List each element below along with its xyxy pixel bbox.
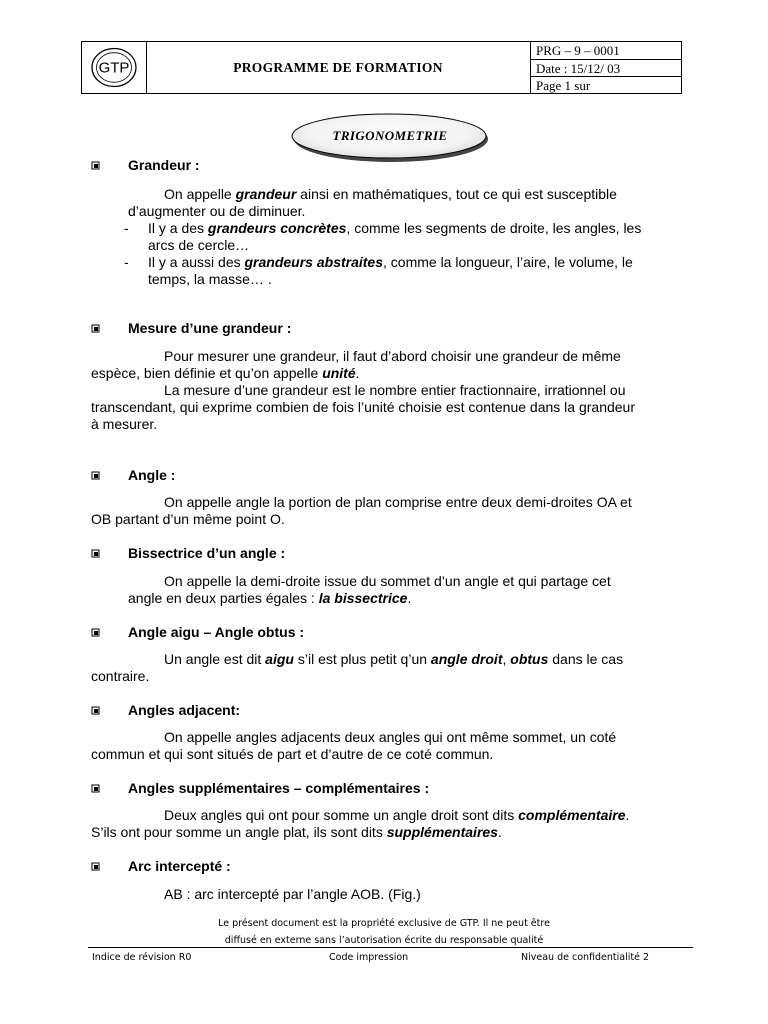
square-bullet-icon xyxy=(91,471,100,480)
document-title: TRIGONOMETRIE xyxy=(332,128,448,143)
adjacent-line1: On appelle angles adjacents deux angles qui ont même sommet, un coté xyxy=(164,729,617,745)
adjacent-line2: commun et qui sont situés de part et d’autre de ce coté commun. xyxy=(91,746,494,762)
mesure-p1-line2: espèce, bien définie et qu’on appelle unité. xyxy=(91,365,360,381)
gtp-logo-icon xyxy=(82,42,146,93)
logo-cell xyxy=(82,42,147,93)
grandeur-paragraph-line2: d’augmenter ou de diminuer. xyxy=(128,203,306,219)
heading-angle: Angle : xyxy=(128,467,176,483)
angle-line1: On appelle angle la portion de plan comprise entre deux demi-droites OA et xyxy=(164,494,632,510)
footer-divider xyxy=(88,947,693,948)
header-reference: PRG – 9 – 0001 xyxy=(536,43,620,58)
mesure-p2-line2: transcendant, qui exprime combien de fois l’unité choisie est contenue dans la grandeur xyxy=(91,399,635,415)
footer-notice-line2: diffusé en externe sans l’autorisation écrite du responsable qualité xyxy=(224,935,544,946)
supp-line1: Deux angles qui ont pour somme un angle droit sont dits complémentaire. xyxy=(164,807,630,823)
heading-grandeur: Grandeur : xyxy=(128,157,200,173)
square-bullet-icon xyxy=(91,706,100,715)
grandeur-item-concretes-line2: arcs de cercle… xyxy=(148,237,250,253)
title-badge xyxy=(291,113,489,163)
header-date: Date : 15/12/ 03 xyxy=(530,59,681,76)
square-bullet-icon xyxy=(91,161,100,170)
header-page: Page 1 sur xyxy=(530,76,681,93)
header-title: PROGRAMME DE FORMATION xyxy=(146,42,531,93)
logo-text: GTP xyxy=(98,59,130,77)
bissectrice-line2: angle en deux parties égales : la bissectrice. xyxy=(128,590,412,606)
square-bullet-icon xyxy=(91,549,100,558)
heading-adjacent: Angles adjacent: xyxy=(128,702,241,718)
arc-line1: AB : arc intercepté par l’angle AOB. (Fig.) xyxy=(164,886,421,902)
square-bullet-icon xyxy=(91,862,100,871)
document-header xyxy=(81,41,682,94)
supp-line2: S’ils ont pour somme un angle plat, ils sont dits supplémentaires. xyxy=(91,824,502,840)
square-bullet-icon xyxy=(91,784,100,793)
bissectrice-line1: On appelle la demi-droite issue du sommet d’un angle et qui partage cet xyxy=(164,573,611,589)
square-bullet-icon xyxy=(91,324,100,333)
heading-bissectrice: Bissectrice d’un angle : xyxy=(128,545,286,561)
mesure-p2-line3: à mesurer. xyxy=(91,416,158,432)
list-dash: - xyxy=(124,220,129,236)
mesure-p2-line1: La mesure d’une grandeur est le nombre entier fractionnaire, irrationnel ou xyxy=(164,382,626,398)
aigu-line1: Un angle est dit aigu s’il est plus petit q’un angle droit, obtus dans le cas xyxy=(164,651,624,667)
footer-revision: Indice de révision R0 xyxy=(92,952,192,963)
grandeur-item-concretes: Il y a des grandeurs concrètes, comme les segments de droite, les angles, les xyxy=(148,220,642,236)
grandeur-item-abstraites-line2: temps, la masse… . xyxy=(148,271,272,287)
heading-supp-comp: Angles supplémentaires – complémentaires : xyxy=(128,780,430,796)
footer-notice-line1: Le présent document est la propriété exclusive de GTP. Il ne peut être xyxy=(218,918,550,929)
grandeur-item-abstraites: Il y a aussi des grandeurs abstraites, comme la longueur, l’aire, le volume, le xyxy=(148,254,633,270)
list-dash: - xyxy=(124,254,129,270)
heading-mesure: Mesure d’une grandeur : xyxy=(128,320,292,336)
heading-aigu-obtus: Angle aigu – Angle obtus : xyxy=(128,624,305,640)
mesure-p1-line1: Pour mesurer une grandeur, il faut d’abord choisir une grandeur de même xyxy=(164,348,621,364)
grandeur-paragraph: On appelle grandeur ainsi en mathématiques, tout ce qui est susceptible xyxy=(164,186,617,202)
square-bullet-icon xyxy=(91,628,100,637)
aigu-line2: contraire. xyxy=(91,668,150,684)
angle-line2: OB partant d’un même point O. xyxy=(91,511,285,527)
footer-confidentiality: Niveau de confidentialité 2 xyxy=(521,952,650,963)
footer-code: Code impression xyxy=(329,952,409,963)
heading-arc: Arc intercepté : xyxy=(128,858,231,874)
